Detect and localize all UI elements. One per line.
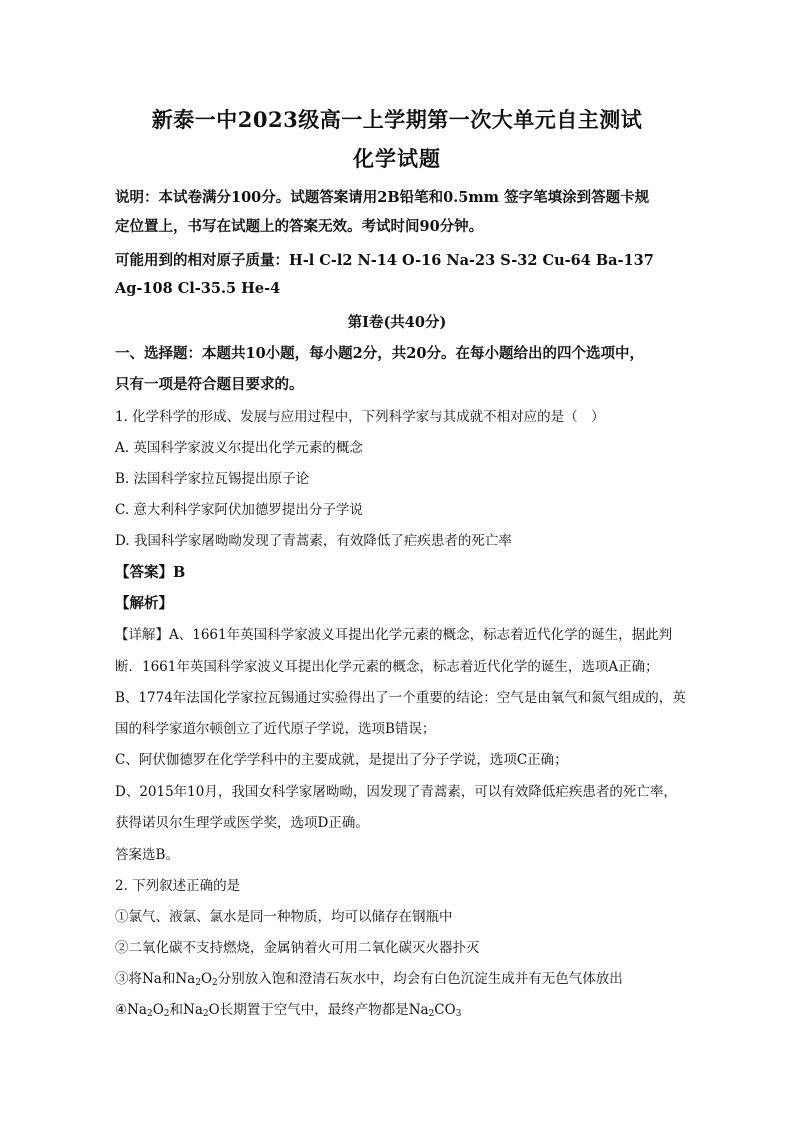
section-heading-line-1: 一、选择题：本题共10小题，每小题2分，共20分。在每小题给出的四个选项中， [115,345,644,362]
q1-analysis-line-7: 获得诺贝尔生理学或医学奖，选项D正确。 [115,815,369,831]
q2-s4-sub-2: 2 [163,1009,170,1019]
q1-conclusion: 答案选B。 [115,847,179,863]
q2-s4-text-2: O [152,1002,164,1018]
exam-title: 新泰一中2023级高一上学期第一次大单元自主测试 [151,107,643,132]
atomic-mass-line-1: 可能用到的相对原子质量：H-l C-l2 N-14 O-16 Na-23 S-32 Cu-64 Ba-137 [115,252,654,269]
q2-s4-sub-5: 3 [455,1009,462,1019]
section-heading-line-2: 只有一项是符合题目要求的。 [115,376,304,393]
q1-analysis-line-3: B、1774年法国化学家拉瓦锡通过实验得出了一个重要的结论：空气是由氧气和氮气组成的，英 [115,690,686,706]
q1-analysis-line-1: 【详解】A、1661年英国科学家波义耳提出化学元素的概念，标志着近代化学的诞生，据此判 [115,627,673,643]
atomic-mass-line-2: Ag-108 Cl-35.5 He-4 [115,280,281,297]
q2-s4-text-5: CO [434,1002,456,1018]
q1-stem: 1. 化学科学的形成、发展与应用过程中，下列科学家与其成就不相对应的是（ ） [115,409,605,425]
volume-heading: 第Ⅰ卷(共40分) [347,314,447,331]
note-line-2: 定位置上，书写在试题上的答案无效。考试时间90分钟。 [115,218,484,235]
q2-statement-3 [115,967,623,987]
q1-option-c: C. 意大利科学家阿伏加德罗提出分子学说 [115,502,363,518]
q2-s4-text-3: 和Na [169,1002,203,1018]
q1-option-a: A. 英国科学家波义尔提出化学元素的概念 [115,440,363,456]
q1-option-b: B. 法国科学家拉瓦锡提出原子论 [115,471,310,487]
q1-analysis-heading: 【解析】 [115,595,173,612]
q2-s4-text-1: ④Na [115,1002,147,1018]
q2-stem: 2. 下列叙述正确的是 [115,878,241,894]
q1-analysis-line-6: D、2015年10月，我国女科学家屠呦呦，因发现了青蒿素，可以有效降低疟疾患者的死亡率， [115,784,677,800]
q2-s4-text-4: O长期置于空气中，最终产物都是Na [208,1002,429,1018]
q2-statement-1: ①氯气、液氯、氯水是同一种物质，均可以储存在钢瓶中 [115,909,453,925]
q2-s4-sub-3: 2 [202,1009,209,1019]
q1-analysis-line-2: 断．1661年英国科学家波义耳提出化学元素的概念，标志着近代化学的诞生，选项A正确； [115,659,659,675]
q2-s4-sub-1: 2 [146,1009,153,1019]
q1-analysis-line-5: C、阿伏伽德罗在化学学科中的主要成就，是提出了分子学说，选项C正确； [115,752,568,768]
q1-analysis-line-4: 国的科学家道尔顿创立了近代原子学说，选项B错误； [115,721,436,737]
q2-s3-text-2: O [200,971,213,987]
q2-statement-4 [115,998,461,1018]
q1-answer: 【答案】B [115,564,186,581]
q2-s3-text-3: 分别放入饱和澄清石灰水中，均会有白色沉淀生成并有无色气体放出 [217,971,623,987]
q2-s3-sub-1: 2 [195,978,201,988]
exam-subtitle: 化学试题 [353,146,441,171]
q2-s3-text-1: ③将Na和Na [115,971,196,987]
q2-statement-2: ②二氧化碳不支持燃烧，金属钠着火可用二氧化碳灭火器扑灭 [115,940,480,956]
q2-s3-sub-2: 2 [212,978,218,988]
note-line-1: 说明：本试卷满分100分。试题答案请用2B铅笔和0.5mm 签字笔填涂到答题卡规 [115,189,650,206]
q1-option-d: D. 我国科学家屠呦呦发现了青蒿素，有效降低了疟疾患者的死亡率 [115,533,512,549]
q2-s4-sub-4: 2 [428,1009,435,1019]
